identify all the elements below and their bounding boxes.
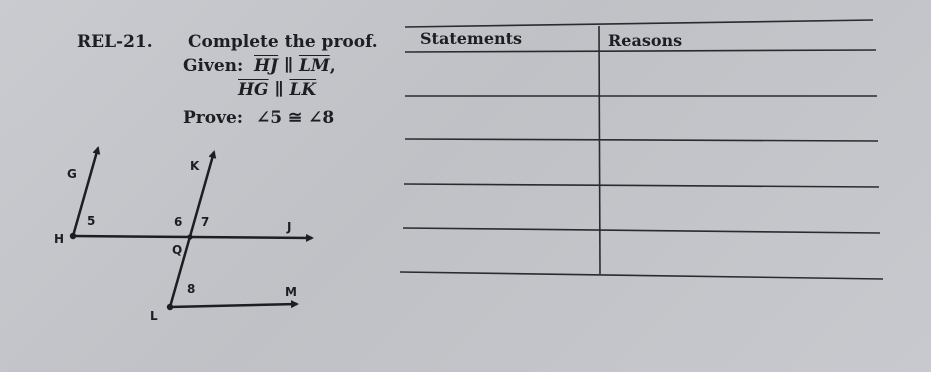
angle-label-7: 7 <box>201 215 210 229</box>
table-header-rule <box>405 50 876 52</box>
label-g: G <box>67 167 77 181</box>
table-row-rule <box>405 139 878 141</box>
angle-label-6: 6 <box>174 215 183 229</box>
header-reasons: Reasons <box>608 31 683 50</box>
prove-label: Prove: <box>183 108 244 128</box>
table-top-rule <box>405 20 873 27</box>
segment-lm: LM <box>298 56 330 76</box>
label-m: M <box>285 285 297 299</box>
segment-hg: HG <box>238 80 269 100</box>
problem-instruction: Complete the proof. <box>188 32 378 52</box>
table-column-divider <box>599 26 600 274</box>
segment-lk: LK <box>289 80 317 100</box>
parallel-symbol: ∥ <box>284 56 294 76</box>
angle-label-5: 5 <box>87 214 96 228</box>
label-j: J <box>287 220 292 234</box>
prove-statement: ∠5 ≅ ∠8 <box>256 108 335 128</box>
given-label: Given: <box>183 56 244 76</box>
problem-id: REL-21. <box>77 32 153 52</box>
label-h: H <box>54 232 65 246</box>
table-row-rule <box>404 184 879 187</box>
parallel-symbol: ∥ <box>274 80 284 100</box>
angle-label-8: 8 <box>187 282 196 296</box>
label-l: L <box>150 309 158 323</box>
label-k: K <box>190 159 200 173</box>
comma: , <box>329 56 336 76</box>
label-q: Q <box>172 243 183 257</box>
header-statements: Statements <box>420 29 523 48</box>
table-bottom-rule <box>400 272 883 279</box>
table-row-rule <box>403 228 880 233</box>
segment-hj: HJ <box>254 56 279 76</box>
